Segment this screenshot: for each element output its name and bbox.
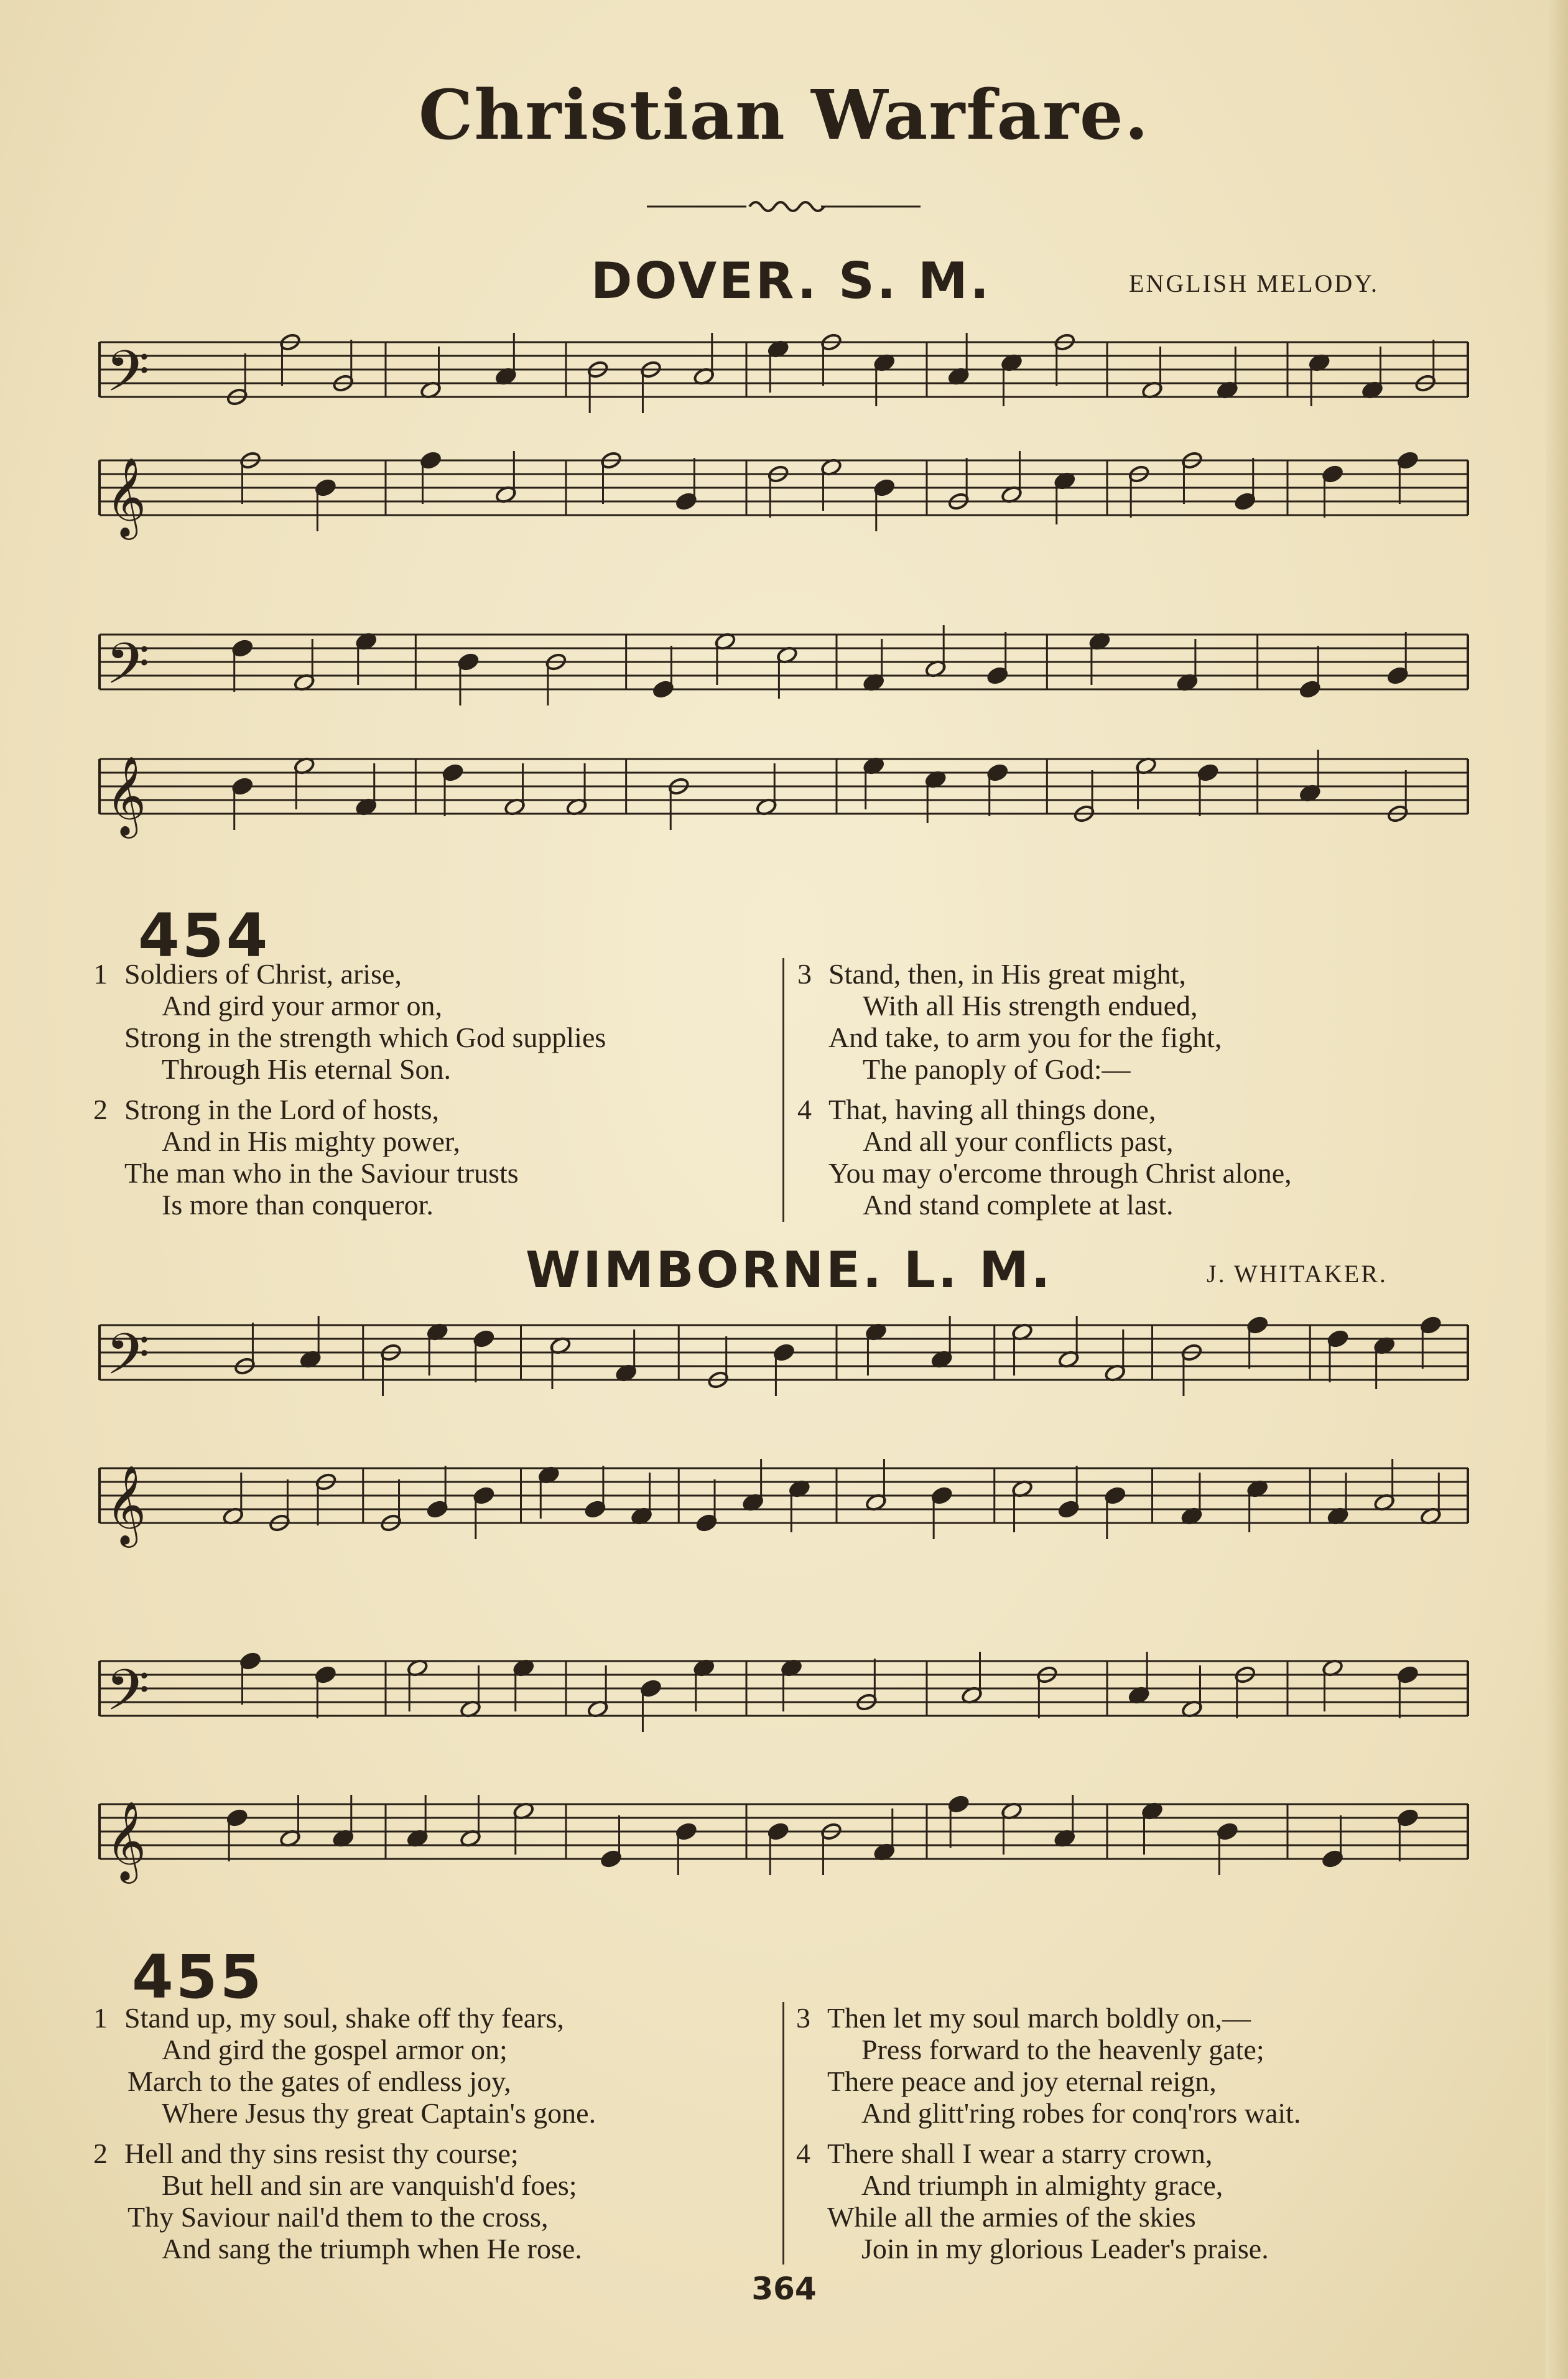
verse-line: You may o'ercome through Christ alone,: [828, 1157, 1292, 1189]
staff: [100, 451, 1468, 540]
staff: [100, 750, 1468, 839]
music-score-wimborne: [93, 1306, 1480, 1929]
tune-name-dover: DOVER. S. M.: [591, 252, 992, 310]
verse-line: And in His mighty power,: [162, 1125, 460, 1157]
staff: [100, 1795, 1468, 1884]
column-divider: [782, 2002, 784, 2265]
verse-line: Through His eternal Son.: [162, 1053, 452, 1085]
clef-icon: 𝄢: [106, 631, 150, 710]
clef-icon: 𝄞: [106, 1464, 147, 1544]
clef-icon: 𝄞: [106, 457, 147, 536]
hymn-number-455: 455: [132, 1942, 264, 2012]
staff: [100, 1316, 1468, 1401]
clef-icon: 𝄞: [106, 755, 147, 835]
verse-455-4: [796, 2138, 1269, 2265]
verse-line: Soldiers of Christ, arise,: [124, 958, 402, 990]
hymn-number-454: 454: [138, 901, 271, 971]
music-score-dover: [93, 324, 1480, 890]
verse-number: 2: [93, 1094, 108, 1125]
verse-number: 4: [797, 1094, 812, 1125]
verse-line: Thy Saviour nail'd them to the cross,: [128, 2201, 549, 2233]
verse-line: There shall I wear a starry crown,: [827, 2138, 1213, 2169]
verse-line: But hell and sin are vanquish'd foes;: [162, 2169, 577, 2201]
verse-454-1: [93, 958, 606, 1085]
tune-name-wimborne: WIMBORNE. L. M.: [526, 1241, 1053, 1299]
clef-icon: 𝄢: [106, 1321, 150, 1401]
verse-line: Press forward to the heavenly gate;: [861, 2034, 1264, 2065]
clef-icon: 𝄞: [106, 1800, 147, 1880]
verse-line: Join in my glorious Leader's praise.: [861, 2233, 1269, 2265]
page-edge: [1546, 0, 1568, 2379]
verse-line: And triumph in almighty grace,: [861, 2169, 1223, 2201]
verse-line: And take, to arm you for the fight,: [828, 1022, 1222, 1053]
ornament-divider: [647, 194, 921, 219]
verse-454-3: [797, 958, 1222, 1085]
composer-wimborne: J. WHITAKER.: [1207, 1260, 1388, 1288]
composer-dover: ENGLISH MELODY.: [1129, 269, 1380, 297]
verse-454-4: [797, 1094, 1292, 1221]
verse-455-3: [796, 2002, 1301, 2129]
verse-line: And gird the gospel armor on;: [162, 2034, 508, 2065]
verse-number: 2: [93, 2138, 108, 2169]
verse-line: Then let my soul march boldly on,—: [827, 2002, 1251, 2034]
verse-line: Strong in the Lord of hosts,: [124, 1094, 439, 1125]
verse-number: 3: [797, 958, 812, 990]
verse-line: Stand, then, in His great might,: [828, 958, 1186, 990]
clef-icon: 𝄢: [106, 1657, 150, 1737]
staff: [100, 625, 1468, 710]
verse-line: While all the armies of the skies: [827, 2201, 1196, 2233]
verse-number: 1: [93, 958, 108, 990]
clef-icon: 𝄢: [106, 338, 150, 418]
verse-line: The panoply of God:—: [863, 1053, 1131, 1085]
verse-line: And glitt'ring robes for conq'rors wait.: [861, 2097, 1301, 2129]
verse-455-1: [93, 2002, 596, 2129]
page-number: 364: [751, 2271, 817, 2307]
verse-line: With all His strength endued,: [863, 990, 1198, 1022]
verse-line: And sang the triumph when He rose.: [162, 2233, 582, 2265]
staff: [100, 1459, 1468, 1548]
verse-line: There peace and joy eternal reign,: [827, 2065, 1217, 2097]
verse-line: And gird your armor on,: [162, 990, 442, 1022]
column-divider: [782, 958, 784, 1222]
verse-line: And all your conflicts past,: [863, 1125, 1174, 1157]
verse-line: Hell and thy sins resist thy course;: [124, 2138, 519, 2169]
verse-number: 4: [796, 2138, 810, 2169]
verse-line: Is more than conqueror.: [162, 1189, 434, 1221]
verse-line: March to the gates of endless joy,: [128, 2065, 511, 2097]
verse-line: That, having all things done,: [828, 1094, 1156, 1125]
verse-line: The man who in the Saviour trusts: [124, 1157, 519, 1189]
verse-line: Where Jesus thy great Captain's gone.: [162, 2097, 596, 2129]
verse-number: 3: [796, 2002, 810, 2034]
verse-line: And stand complete at last.: [863, 1189, 1174, 1221]
section-title: Christian Warfare.: [418, 75, 1150, 155]
verse-number: 1: [93, 2002, 108, 2034]
verse-455-2: [93, 2138, 582, 2265]
staff: [100, 333, 1468, 418]
verse-line: Strong in the strength which God supplies: [124, 1022, 606, 1053]
staff: [100, 1652, 1468, 1737]
verse-line: Stand up, my soul, shake off thy fears,: [124, 2002, 564, 2034]
verse-454-2: [93, 1094, 519, 1221]
